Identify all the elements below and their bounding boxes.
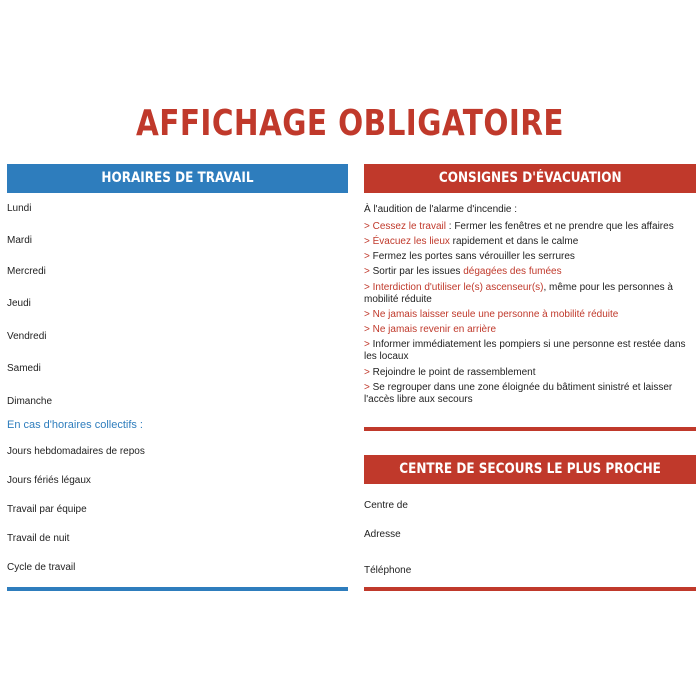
horaires-bottom-rule — [7, 587, 348, 591]
evacuation-item — [364, 309, 700, 321]
arrow-icon: > — [364, 367, 370, 378]
evacuation-item-emphasis: Ne jamais laisser seule une personne à mobilité réduite — [372, 309, 619, 320]
secours-heading-band — [364, 455, 696, 484]
evacuation-item-emphasis: Interdiction d'utiliser le(s) ascenseur(s) — [372, 282, 544, 293]
arrow-icon: > — [364, 324, 370, 335]
evacuation-item-text: Informer immédiatement les pompiers si une personne est restée dans les locaux — [364, 339, 686, 362]
evacuation-item — [364, 236, 700, 248]
page-title: AFFICHAGE OBLIGATOIRE — [136, 103, 564, 144]
arrow-icon: > — [364, 266, 370, 277]
evacuation-bottom-rule — [364, 427, 696, 431]
horaires-heading-band — [7, 164, 348, 193]
evacuation-item-emphasis: Évacuez les lieux — [372, 236, 450, 247]
day-label-samedi: Samedi — [7, 363, 41, 374]
arrow-icon: > — [364, 221, 370, 232]
day-label-mardi: Mardi — [7, 235, 33, 246]
collectif-label-nuit: Travail de nuit — [7, 533, 70, 544]
day-label-vendredi: Vendredi — [7, 331, 47, 342]
arrow-icon: > — [364, 309, 370, 320]
evacuation-item — [364, 251, 700, 263]
day-label-dimanche: Dimanche — [7, 396, 53, 407]
evacuation-item — [364, 266, 700, 278]
evacuation-item — [364, 282, 700, 306]
evacuation-heading: CONSIGNES D'ÉVACUATION — [438, 170, 622, 186]
day-label-lundi: Lundi — [7, 203, 32, 214]
arrow-icon: > — [364, 382, 370, 393]
arrow-icon: > — [364, 282, 370, 293]
arrow-icon: > — [364, 339, 370, 350]
collectif-label-feries: Jours fériés légaux — [7, 475, 91, 486]
evacuation-item-emphasis: Ne jamais revenir en arrière — [372, 324, 497, 335]
evacuation-heading-band — [364, 164, 696, 193]
day-label-jeudi: Jeudi — [7, 298, 31, 309]
evacuation-item-text: : Fermer les fenêtres et ne prendre que les affaires — [445, 221, 674, 232]
evacuation-item-text: , même pour les personnes à mobilité réduite — [364, 282, 673, 305]
secours-field-centre: Centre de — [364, 500, 408, 511]
arrow-icon: > — [364, 236, 370, 247]
evacuation-item — [364, 367, 700, 379]
evacuation-intro: À l'audition de l'alarme d'incendie : — [364, 204, 518, 215]
collectifs-subheading: En cas d'horaires collectifs : — [7, 419, 143, 431]
evacuation-item-text: Fermez les portes sans vérouiller les serrures — [372, 251, 575, 262]
evacuation-item — [364, 324, 700, 336]
evacuation-item-text: rapidement et dans le calme — [449, 236, 579, 247]
secours-bottom-rule — [364, 587, 696, 591]
evacuation-item — [364, 221, 700, 233]
evacuation-item-text: Rejoindre le point de rassemblement — [372, 367, 536, 378]
arrow-icon: > — [364, 251, 370, 262]
horaires-heading: HORAIRES DE TRAVAIL — [101, 170, 254, 186]
secours-field-telephone: Téléphone — [364, 565, 412, 576]
evacuation-item-emphasis: Cessez le travail — [372, 221, 446, 232]
secours-heading: CENTRE DE SECOURS LE PLUS PROCHE — [399, 461, 661, 477]
day-label-mercredi: Mercredi — [7, 266, 46, 277]
collectif-label-cycle: Cycle de travail — [7, 562, 76, 573]
collectif-label-equipe: Travail par équipe — [7, 504, 87, 515]
evacuation-item-text: Se regrouper dans une zone éloignée du bâtiment sinistré et laisser l'accès libre aux secours — [364, 382, 673, 405]
secours-field-adresse: Adresse — [364, 529, 401, 540]
evacuation-item-emphasis: dégagées des fumées — [463, 266, 562, 277]
evacuation-item — [364, 382, 700, 406]
evacuation-item-text: Sortir par les issues — [372, 266, 464, 277]
collectif-label-repos: Jours hebdomadaires de repos — [7, 446, 145, 457]
evacuation-item — [364, 339, 700, 363]
